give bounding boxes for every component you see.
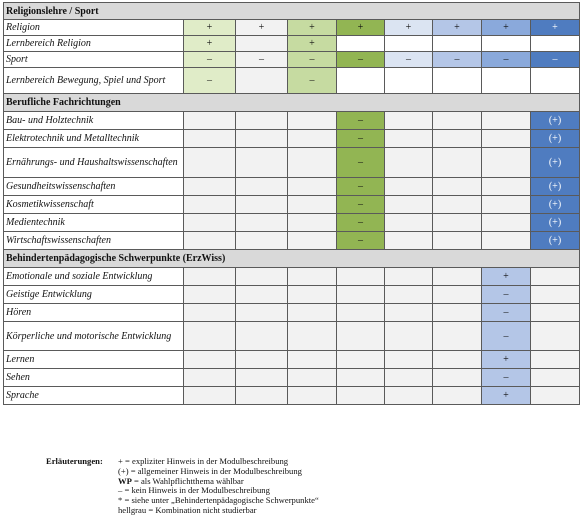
- table-cell: [288, 304, 337, 322]
- table-cell: –: [288, 52, 337, 68]
- table-cell: –: [337, 196, 385, 214]
- table-row: [4, 148, 580, 178]
- table-cell: –: [337, 178, 385, 196]
- legend-text: = Kombination nicht studierbar: [146, 504, 257, 515]
- table-cell: –: [482, 322, 531, 351]
- table-cell: [337, 322, 385, 351]
- table-cell: –: [337, 112, 385, 130]
- table-cell: [236, 369, 288, 387]
- table-cell: [482, 148, 531, 178]
- table-cell: [385, 68, 433, 94]
- table-row: [4, 232, 580, 250]
- table-cell: [385, 387, 433, 405]
- table-cell: [337, 36, 385, 52]
- table-cell: [236, 214, 288, 232]
- table-cell: [184, 351, 236, 369]
- table-cell: [236, 351, 288, 369]
- legend-key: *: [118, 495, 123, 506]
- table-cell: [184, 369, 236, 387]
- section-header-row: [4, 94, 580, 112]
- legend-key: WP: [118, 475, 132, 486]
- table-row: [4, 214, 580, 232]
- section-title: Berufliche Fachrichtungen: [4, 94, 580, 112]
- table-cell: +: [288, 20, 337, 36]
- table-cell: (+): [531, 178, 580, 196]
- table-cell: [385, 322, 433, 351]
- table-cell: [184, 387, 236, 405]
- table-cell: [433, 148, 482, 178]
- table-row: [4, 52, 580, 68]
- table-cell: [385, 178, 433, 196]
- combination-table: [3, 2, 580, 405]
- table-cell: [385, 112, 433, 130]
- table-cell: (+): [531, 112, 580, 130]
- legend-text: = allgemeiner Hinweis in der Modulbeschreibung: [128, 465, 302, 476]
- table-cell: [236, 36, 288, 52]
- table-cell: [236, 268, 288, 286]
- table-cell: [288, 369, 337, 387]
- table-row: [4, 351, 580, 369]
- row-label: Sprache: [4, 387, 184, 405]
- table-cell: [482, 232, 531, 250]
- section-title: Religionslehre / Sport: [4, 3, 580, 20]
- table-cell: –: [236, 52, 288, 68]
- table-cell: [531, 387, 580, 405]
- table-cell: (+): [531, 214, 580, 232]
- table-cell: [482, 68, 531, 94]
- table-cell: –: [531, 52, 580, 68]
- table-cell: [531, 68, 580, 94]
- table-cell: [531, 36, 580, 52]
- table-row: [4, 196, 580, 214]
- table-cell: –: [482, 304, 531, 322]
- table-cell: –: [482, 52, 531, 68]
- table-cell: [482, 36, 531, 52]
- table-cell: [337, 68, 385, 94]
- table-row: [4, 304, 580, 322]
- table-cell: +: [482, 387, 531, 405]
- table-row: [4, 68, 580, 94]
- table-cell: [184, 304, 236, 322]
- table-cell: [288, 387, 337, 405]
- table-cell: [288, 214, 337, 232]
- table-row: [4, 112, 580, 130]
- row-label: Sehen: [4, 369, 184, 387]
- legend-text: = als Wahlpflichtthema wählbar: [131, 475, 244, 486]
- table-cell: –: [184, 52, 236, 68]
- table-cell: [184, 130, 236, 148]
- table-cell: [385, 196, 433, 214]
- table-cell: [482, 178, 531, 196]
- table-cell: [433, 351, 482, 369]
- table-row: [4, 369, 580, 387]
- table-cell: [236, 387, 288, 405]
- table-cell: [184, 196, 236, 214]
- row-label: Sport: [4, 52, 184, 68]
- table-cell: [236, 112, 288, 130]
- table-cell: [236, 196, 288, 214]
- row-label: Hören: [4, 304, 184, 322]
- table-cell: [433, 369, 482, 387]
- table-cell: [385, 148, 433, 178]
- table-cell: (+): [531, 232, 580, 250]
- table-cell: [288, 196, 337, 214]
- table-cell: [337, 369, 385, 387]
- table-cell: [184, 322, 236, 351]
- table-cell: –: [337, 52, 385, 68]
- legend-key: (+): [118, 465, 129, 476]
- table-cell: [288, 130, 337, 148]
- legend-title: Erläuterungen:: [46, 456, 103, 466]
- table-cell: [433, 178, 482, 196]
- table-cell: [433, 68, 482, 94]
- table-cell: [337, 387, 385, 405]
- table-cell: +: [184, 20, 236, 36]
- table-cell: [385, 304, 433, 322]
- table-cell: –: [337, 148, 385, 178]
- table-cell: [288, 148, 337, 178]
- row-label: Medientechnik: [4, 214, 184, 232]
- row-label: Gesundheitswissenschaften: [4, 178, 184, 196]
- table-cell: [236, 322, 288, 351]
- table-cell: [236, 232, 288, 250]
- table-cell: [288, 322, 337, 351]
- table-cell: [385, 268, 433, 286]
- table-cell: [236, 68, 288, 94]
- table-cell: +: [482, 268, 531, 286]
- row-label: Geistige Entwicklung: [4, 286, 184, 304]
- table-cell: [236, 148, 288, 178]
- row-label: Lernen: [4, 351, 184, 369]
- table-cell: [184, 148, 236, 178]
- table-cell: [288, 232, 337, 250]
- table-cell: [184, 286, 236, 304]
- table-cell: –: [482, 286, 531, 304]
- table-cell: –: [337, 130, 385, 148]
- table-cell: [337, 286, 385, 304]
- table-cell: [433, 387, 482, 405]
- table-cell: [433, 196, 482, 214]
- row-label: Lernbereich Religion: [4, 36, 184, 52]
- table-cell: [288, 268, 337, 286]
- table-cell: (+): [531, 130, 580, 148]
- table-cell: [236, 178, 288, 196]
- row-label: Elektrotechnik und Metalltechnik: [4, 130, 184, 148]
- table-row: [4, 20, 580, 36]
- table-cell: +: [482, 20, 531, 36]
- table-cell: [337, 268, 385, 286]
- section-header-row: [4, 3, 580, 20]
- table-cell: [531, 286, 580, 304]
- row-label: Bau- und Holztechnik: [4, 112, 184, 130]
- table-cell: [433, 304, 482, 322]
- table-cell: [337, 351, 385, 369]
- table-cell: [385, 130, 433, 148]
- table-cell: [531, 351, 580, 369]
- table-cell: [184, 178, 236, 196]
- table-cell: [385, 351, 433, 369]
- table-row: [4, 387, 580, 405]
- table-cell: –: [433, 52, 482, 68]
- table-cell: +: [531, 20, 580, 36]
- table-cell: [482, 196, 531, 214]
- table-cell: [482, 130, 531, 148]
- table-cell: –: [337, 232, 385, 250]
- table-cell: [531, 268, 580, 286]
- table-cell: –: [385, 52, 433, 68]
- table-cell: [184, 214, 236, 232]
- table-cell: [184, 232, 236, 250]
- table-row: [4, 286, 580, 304]
- legend-text: = siehe unter „Behindertenpädagogische Schwerpunkte“: [122, 495, 319, 506]
- table-cell: [482, 112, 531, 130]
- legend-text: = kein Hinweis in der Modulbeschreibung: [122, 485, 270, 496]
- table-cell: +: [337, 20, 385, 36]
- table-cell: [288, 178, 337, 196]
- section-header-row: [4, 250, 580, 268]
- table-cell: [288, 112, 337, 130]
- table-cell: [433, 36, 482, 52]
- table-cell: [531, 304, 580, 322]
- row-label: Emotionale und soziale Entwicklung: [4, 268, 184, 286]
- row-label: Religion: [4, 20, 184, 36]
- legend-lines: [118, 457, 319, 516]
- table-cell: +: [184, 36, 236, 52]
- row-label: Ernährungs- und Haushaltswissenschaften: [4, 148, 184, 178]
- table-cell: +: [433, 20, 482, 36]
- table-cell: –: [482, 369, 531, 387]
- table-row: [4, 130, 580, 148]
- table-cell: +: [288, 36, 337, 52]
- table-cell: [385, 214, 433, 232]
- table-cell: [236, 304, 288, 322]
- table-cell: [433, 130, 482, 148]
- section-title: Behindertenpädagogische Schwerpunkte (ErzWiss): [4, 250, 580, 268]
- table-cell: [433, 112, 482, 130]
- table-cell: [288, 286, 337, 304]
- table-cell: [184, 112, 236, 130]
- table-row: [4, 322, 580, 351]
- row-label: Lernbereich Bewegung, Spiel und Sport: [4, 68, 184, 94]
- table-cell: [433, 232, 482, 250]
- table-cell: [236, 286, 288, 304]
- table-cell: (+): [531, 196, 580, 214]
- table-cell: +: [482, 351, 531, 369]
- table-cell: [385, 36, 433, 52]
- table-cell: [385, 369, 433, 387]
- table-cell: +: [236, 20, 288, 36]
- table-row: [4, 268, 580, 286]
- table-cell: [236, 130, 288, 148]
- table-cell: [531, 369, 580, 387]
- table-cell: [288, 351, 337, 369]
- row-label: Körperliche und motorische Entwicklung: [4, 322, 184, 351]
- legend-key: hellgrau: [118, 504, 147, 515]
- legend-key: –: [118, 485, 123, 496]
- legend-item: [118, 506, 319, 516]
- table-cell: [531, 322, 580, 351]
- table-cell: –: [337, 214, 385, 232]
- table-cell: [482, 214, 531, 232]
- legend-text: = expliziter Hinweis in der Modulbeschreibung: [122, 456, 289, 466]
- legend-key: +: [118, 456, 123, 466]
- table-cell: [433, 286, 482, 304]
- row-label: Wirtschaftswissenschaften: [4, 232, 184, 250]
- table-cell: [433, 268, 482, 286]
- row-label: Kosmetikwissenschaft: [4, 196, 184, 214]
- table-cell: [385, 232, 433, 250]
- table-cell: [433, 214, 482, 232]
- table-cell: –: [184, 68, 236, 94]
- table-row: [4, 178, 580, 196]
- table-row: [4, 36, 580, 52]
- table-cell: [433, 322, 482, 351]
- table-cell: –: [288, 68, 337, 94]
- table-cell: [337, 304, 385, 322]
- table-cell: [385, 286, 433, 304]
- table-cell: [184, 268, 236, 286]
- table-cell: (+): [531, 148, 580, 178]
- table-cell: +: [385, 20, 433, 36]
